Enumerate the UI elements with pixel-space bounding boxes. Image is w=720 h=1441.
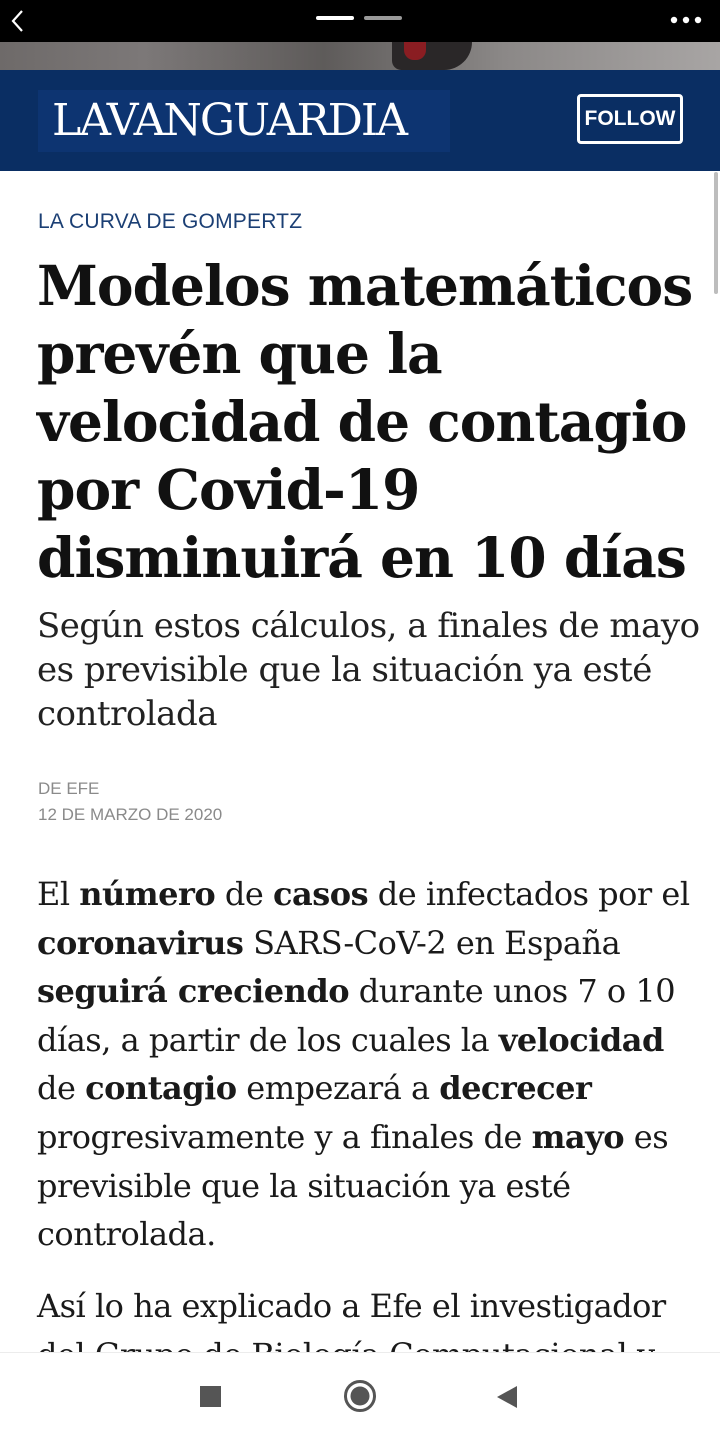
page-indicator-inactive <box>364 16 402 20</box>
more-dots-icon[interactable] <box>668 12 704 28</box>
emphasized-text: velocidad <box>498 1020 664 1059</box>
paragraph-text: SARS-CoV-2 en España <box>243 923 621 962</box>
section-label[interactable]: LA CURVA DE GOMPERTZ <box>38 210 303 233</box>
paragraph-text: empezará a <box>236 1069 440 1108</box>
paragraph-text: durante unos 7 o 10 días, a partir de los cuales la <box>37 972 676 1059</box>
paragraph-text: de <box>37 1069 86 1108</box>
article-headline: Modelos matemáticos prevén que la velocidad de contagio por Covid-19 disminuirá en 10 días <box>37 253 693 590</box>
paragraph-text: progresivamente y a finales de <box>37 1117 532 1156</box>
article-paragraph-1 <box>37 870 707 1259</box>
back-chevron-icon[interactable] <box>6 8 30 34</box>
triangle-back-icon[interactable] <box>495 1384 519 1410</box>
top-bar <box>0 0 720 42</box>
paragraph-2-line-1: Así lo ha explicado a Efe el investigador <box>37 1287 666 1325</box>
square-icon[interactable] <box>200 1386 221 1407</box>
article-byline: DE EFE <box>38 779 100 798</box>
emphasized-text: casos <box>272 875 369 913</box>
page-indicator-active <box>316 16 354 20</box>
paragraph-text: de <box>215 875 273 913</box>
emphasized-text: seguirá creciendo <box>37 972 350 1011</box>
paragraph-text: es previsible que la situación ya esté controlada. <box>37 1117 669 1254</box>
emphasized-text: mayo <box>531 1117 625 1156</box>
emphasized-text: coronavirus <box>37 923 244 962</box>
paragraph-text: de infectados por el <box>368 875 690 913</box>
scrollbar[interactable] <box>714 172 718 294</box>
hero-image-strip <box>0 42 720 70</box>
paragraph-text: El <box>37 875 80 913</box>
emphasized-text: contagio <box>85 1069 237 1108</box>
follow-button[interactable]: FOLLOW <box>577 94 683 144</box>
article-date: 12 DE MARZO DE 2020 <box>38 805 223 824</box>
article-subheadline: Según estos cálculos, a finales de mayo es previsible que la situación ya esté controlada <box>37 606 700 734</box>
emphasized-text: decrecer <box>439 1069 592 1108</box>
circle-home-icon[interactable] <box>343 1379 377 1413</box>
publication-logo[interactable]: LAVANGUARDIA <box>38 90 450 152</box>
emphasized-text: número <box>79 875 216 913</box>
